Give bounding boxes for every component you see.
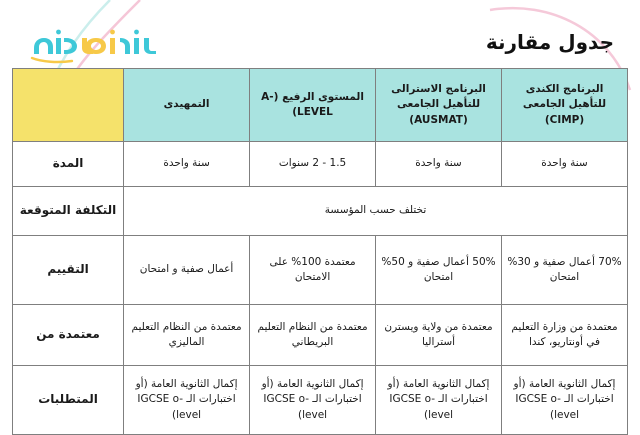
comparison-table [12,68,628,435]
column-header-cimp: البرنامج الكندى للتأهيل الجامعى (CIMP) [502,69,628,142]
table-header-row [13,69,628,142]
cell-cost-all: تختلف حسب المؤسسة [124,187,628,236]
cell-evaluation-foundation: أعمال صفية و امتحان [124,236,250,305]
cell-evaluation-cimp: 70% أعمال صفية و 30% امتحان [502,236,628,305]
cell-duration-foundation: سنة واحدة [124,142,250,187]
table-body [13,142,628,435]
row-label-duration: المدة [13,142,124,187]
table-row [13,366,628,435]
column-header-ausmat: البرنامج الاسترالى للتأهيل الجامعى (AUSMAT) [376,69,502,142]
column-header-corner [13,69,124,142]
table-row [13,142,628,187]
cell-duration-ausmat: سنة واحدة [376,142,502,187]
cell-accreditation-cimp: معتمدة من وزارة التعليم في أونتاريو، كندا [502,305,628,366]
table-row [13,236,628,305]
column-header-foundation: التمهيدى [124,69,250,142]
cell-evaluation-ausmat: 50% أعمال صفية و 50% امتحان [376,236,502,305]
row-label-accreditation: معتمدة من [13,305,124,366]
cell-requirements-foundation: إكمال الثانوية العامة (أو اختبارات الـ IGCSE o-level) [124,366,250,435]
page-title: جدول مقارنة [485,30,614,54]
table-row [13,305,628,366]
cell-accreditation-alevel: معتمدة من النظام التعليم البريطاني [250,305,376,366]
cell-evaluation-alevel: معتمدة 100% على الامتحان [250,236,376,305]
row-label-cost: التكلفة المتوقعة [13,187,124,236]
cell-duration-cimp: سنة واحدة [502,142,628,187]
row-label-requirements: المتطلبات [13,366,124,435]
cell-requirements-ausmat: إكمال الثانوية العامة (أو اختبارات الـ IGCSE o-level) [376,366,502,435]
cell-requirements-cimp: إكمال الثانوية العامة (أو اختبارات الـ IGCSE o-level) [502,366,628,435]
table-header [13,69,628,142]
table-row [13,187,628,236]
cell-accreditation-foundation: معتمدة من النظام التعليم الماليزي [124,305,250,366]
brand-logo[interactable] [26,22,166,64]
cell-accreditation-ausmat: معتمدة من ولاية ويسترن أستراليا [376,305,502,366]
row-label-evaluation: التقييم [13,236,124,305]
comparison-table-wrapper [12,68,628,435]
column-header-alevel: المستوى الرفيع (A-LEVEL) [250,69,376,142]
cell-requirements-alevel: إكمال الثانوية العامة (أو اختبارات الـ IGCSE o-level) [250,366,376,435]
cell-duration-alevel: 1.5 - 2 سنوات [250,142,376,187]
